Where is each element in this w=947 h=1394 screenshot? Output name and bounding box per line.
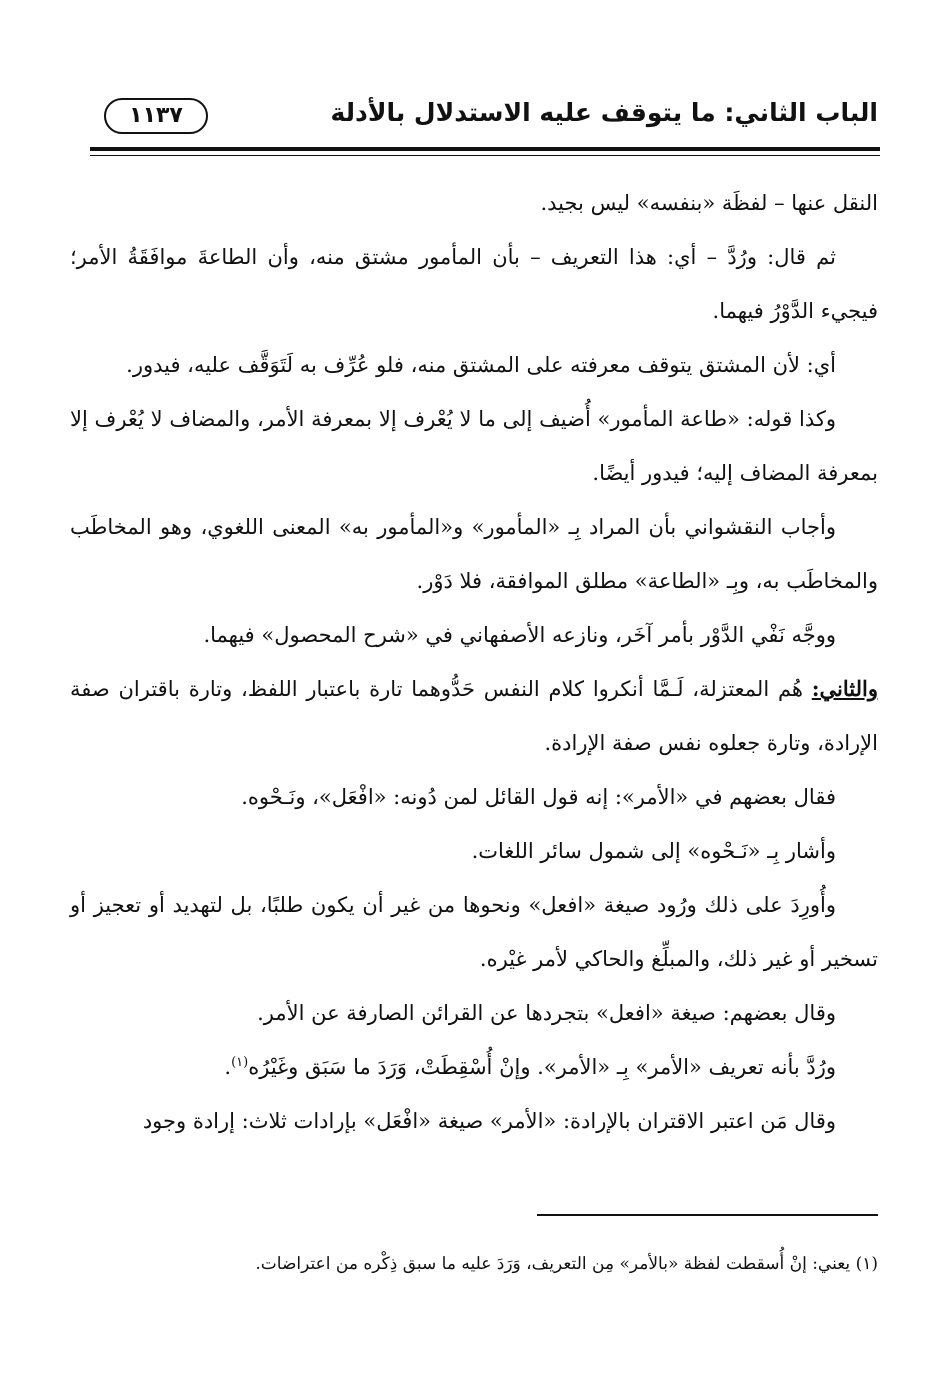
section-lead: والثاني: bbox=[811, 676, 878, 701]
paragraph-tail: . bbox=[224, 1055, 232, 1079]
page-number: ١١٣٧ bbox=[104, 98, 208, 134]
header-rule-thick bbox=[90, 147, 880, 151]
paragraph-body: ورُدَّ بأنه تعريف «الأمر» بِـ «الأمر». وإنْ أُسْقِطَتْ، وَرَدَ ما سَبَق وغَيْرُه bbox=[248, 1055, 836, 1079]
footnote-separator bbox=[537, 1214, 878, 1216]
paragraph: وأُورِدَ على ذلك ورُود صيغة «افعل» ونحوها من غير أن يكون طلبًا، بل لتهديد أو تعجيز أو تسخير أو غير ذلك، والمبلِّغ والحاكي لأمر غيْره. bbox=[70, 893, 878, 971]
paragraph: ثم قال: ورُدَّ – أي: هذا التعريف – بأن المأمور مشتق منه، وأن الطاعةَ موافَقَةُ الأمر؛ فيجيء الدَّوْرُ فيهما. bbox=[70, 245, 878, 323]
paragraph: ووجَّه نَفْي الدَّوْر بأمر آخَر، ونازعه الأصفهاني في «شرح المحصول» فيهما. bbox=[203, 623, 836, 647]
chapter-title: الباب الثاني: ما يتوقف عليه الاستدلال بالأدلة bbox=[330, 98, 878, 127]
paragraph: وأجاب النقشواني بأن المراد بِـ «المأمور» و«المأمور به» المعنى اللغوي، وهو المخاطَب والمخاطَب به، وبِـ «الطاعة» مطلق الموافقة، فلا دَوْر. bbox=[70, 515, 878, 593]
paragraph: وقال مَن اعتبر الاقتران بالإرادة: «الأمر» صيغة «افْعَل» بإرادات ثلاث: إرادة وجود bbox=[142, 1109, 836, 1133]
paragraph bbox=[70, 1040, 878, 1094]
paragraph bbox=[70, 662, 878, 770]
main-text bbox=[70, 176, 878, 1148]
paragraph-body: هُم المعتزلة، لَـمَّا أنكروا كلام النفس حَدُّوهما تارة باعتبار اللفظ، وتارة باقتران صفة الإرادة، وتارة جعلوه نفس صفة الإرادة. bbox=[70, 677, 878, 755]
running-header bbox=[92, 94, 878, 144]
footnote-marker[interactable]: (١) bbox=[231, 1055, 249, 1070]
paragraph: وأشار بِـ «نَـحْوه» إلى شمول سائر اللغات. bbox=[471, 839, 836, 863]
paragraph: أي: لأن المشتق يتوقف معرفته على المشتق منه، فلو عُرِّف به لَتَوَقَّف عليه، فيدور. bbox=[126, 353, 836, 377]
paragraph: وكذا قوله: «طاعة المأمور» أُضيف إلى ما لا يُعْرف إلا بمعرفة الأمر، والمضاف لا يُعْرف إلا بمعرفة المضاف إليه؛ فيدور أيضًا. bbox=[70, 407, 878, 485]
paragraph: وقال بعضهم: صيغة «افعل» بتجردها عن القرائن الصارفة عن الأمر. bbox=[257, 1001, 836, 1025]
paragraph: النقل عنها – لفظَة «بنفسه» ليس بجيد. bbox=[540, 191, 878, 215]
header-rule-thin bbox=[90, 155, 880, 156]
footnote: (١) يعني: إنْ أُسقطت لفظة «بالأمر» مِن التعريف، وَرَدَ عليه ما سبق ذِكْره من اعتراضات. bbox=[255, 1254, 878, 1274]
paragraph: فقال بعضهم في «الأمر»: إنه قول القائل لمن دُونه: «افْعَل»، ونَـحْوه. bbox=[241, 785, 836, 809]
